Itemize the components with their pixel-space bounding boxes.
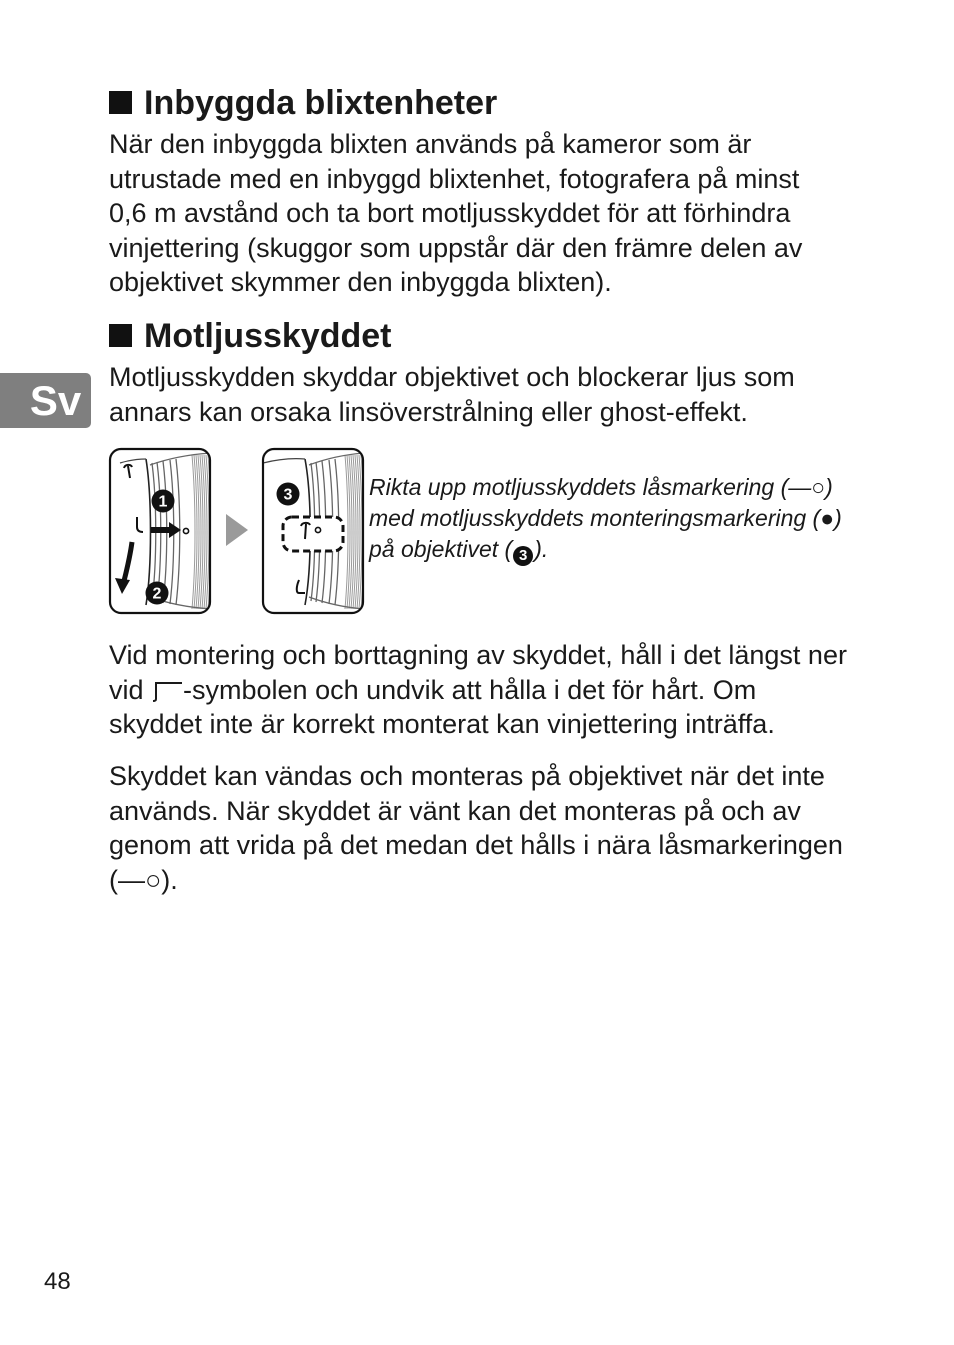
caption-text: på objektivet ( <box>369 536 513 562</box>
paragraph-line: Vid montering och borttagning av skyddet, håll i det längst ner <box>109 640 847 670</box>
step-2-number: 2 <box>152 585 162 603</box>
paragraph-line: 0,6 m avstånd och ta bort motljusskyddet för att förhindra <box>109 198 791 228</box>
alignment-highlight-box <box>283 517 343 551</box>
paragraph-line: vinjettering (skuggor som uppstår där den främre delen av <box>109 232 803 263</box>
section-heading-lens-hood <box>109 316 709 356</box>
lens-hood-top-edge <box>263 459 305 463</box>
paragraph-line: (—○). <box>109 864 178 895</box>
paragraph-line: När den inbyggda blixten används på kameror som är <box>109 129 752 159</box>
paragraph-line: genom att vrida på det medan det hålls i nära låsmarkeringen <box>109 830 843 860</box>
grip-mark-icon <box>137 517 143 532</box>
paragraph-text: -symbolen och undvik att hålla i det för hårt. Om <box>183 674 757 705</box>
mount-index-dot-icon <box>183 528 188 533</box>
paragraph-line: skyddet inte är korrekt monterat kan vinjettering inträffa. <box>109 709 775 739</box>
mount-index-dot-icon <box>315 527 320 532</box>
square-bullet-icon <box>109 91 132 114</box>
paragraph-line <box>109 673 847 708</box>
lock-mark-icon <box>124 465 132 478</box>
paragraph-line: objektivet skymmer den inbyggda blixten). <box>109 267 612 297</box>
hood-aligned-illustration <box>261 447 365 616</box>
language-tab <box>0 373 91 428</box>
page-number: 48 <box>44 1268 71 1295</box>
paragraph-built-in-flash <box>109 127 802 300</box>
grip-mark-icon <box>297 580 305 593</box>
section-heading-built-in-flash <box>109 83 709 123</box>
section-heading-text: Inbyggda blixtenheter <box>144 84 498 122</box>
step-1-badge <box>152 490 175 513</box>
paragraph-text: vid <box>109 674 152 705</box>
step-3-number: 3 <box>283 486 293 504</box>
hood-attach-illustration <box>108 447 212 616</box>
step-3-inline-badge: 3 <box>513 546 533 566</box>
caption-text: ). <box>534 536 549 562</box>
step-2-badge <box>146 582 169 605</box>
rotate-down-arrow-icon <box>115 542 132 594</box>
paragraph-reversed-hood <box>109 759 843 897</box>
hood-grip-mark-icon <box>151 680 183 702</box>
lens-hood-top-edge <box>120 459 146 463</box>
square-bullet-icon <box>109 324 132 347</box>
paragraph-line: Motljusskydden skyddar objektivet och blockerar ljus som <box>109 362 795 392</box>
paragraph-lens-hood <box>109 360 795 429</box>
next-step-arrow-icon <box>224 512 250 548</box>
caption-line: Rikta upp motljusskyddets låsmarkering (—○) <box>369 474 833 500</box>
lens-hood-edge <box>146 459 151 605</box>
caption-line: med motljusskyddets monteringsmarkering (●) <box>369 505 842 531</box>
paragraph-mounting-note <box>109 638 847 742</box>
section-heading-text: Motljusskyddet <box>144 317 392 355</box>
paragraph-line: utrustade med en inbyggd blixtenhet, fotografera på minst <box>109 163 800 194</box>
language-tab-label: Sv <box>29 377 82 424</box>
caption-line <box>369 534 842 565</box>
lens-barrel-ridges <box>192 455 211 609</box>
illustration-caption <box>369 472 842 565</box>
lens-barrel-ridges <box>345 455 364 609</box>
step-3-badge <box>277 483 300 506</box>
paragraph-line: Skyddet kan vändas och monteras på objektivet när det inte <box>109 761 825 791</box>
step-1-number: 1 <box>158 493 168 511</box>
paragraph-line: annars kan orsaka linsöverstrålning eller ghost-effekt. <box>109 396 748 427</box>
paragraph-line: används. När skyddet är vänt kan det monteras på och av <box>109 795 801 826</box>
